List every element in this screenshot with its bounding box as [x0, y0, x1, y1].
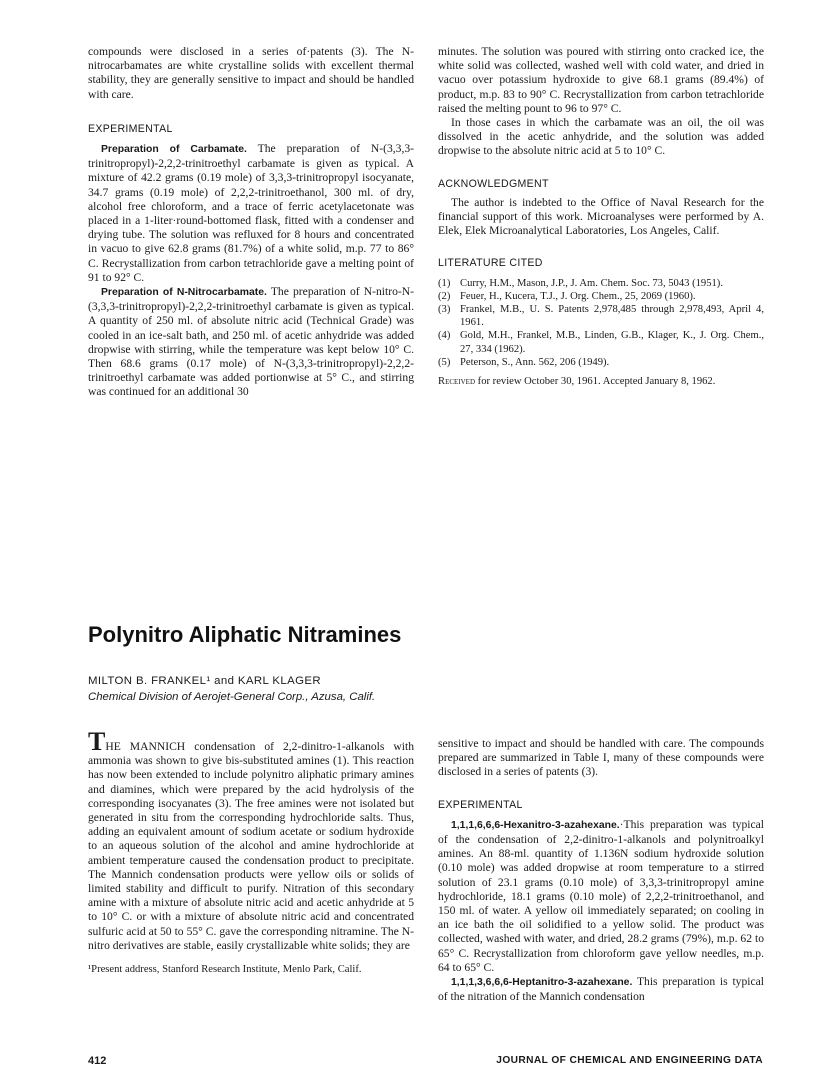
- author-footnote: ¹Present address, Stanford Research Institute, Menlo Park, Calif.: [88, 964, 362, 976]
- carbamate-paragraph: [88, 142, 414, 285]
- hexanitro-body: ·This preparation was typical of the condensation of 2,2-dinitro-1-alkanols and polynitroalkyl amines. An 88-ml. quantity of 1.136N sodium hydroxide solution (0.10 mole) was added dropwise at room temperature to a stirred solution of 23.1 grams (0.10 mole) of 3,3,3-trinitropropyl amine hydrochloride, 18.1 grams (0.10 mole) of 2,2,2-trinitroethanol, and 150 ml. of water. A yellow oil immediately separated; on cooling in an ice bath the oil solidified to a yellow solid. The product was collected, washed with water, and dried, 28.2 grams (79%), m.p. 62 to 65° C. Recrystallization from chloroform gave yellow needles, m.p. 64 to 65° C.: [438, 817, 764, 974]
- heptanitro-body: This preparation is typical of the nitration of the Mannich condensation: [438, 975, 764, 1004]
- oil-paragraph: In those cases in which the carbamate was an oil, the oil was dissolved in the acetic anhydride, and the solution was added dropwise to the absolute nitric acid at 5 to 10° C.: [438, 116, 764, 158]
- continued-paragraph-2: sensitive to impact and should be handled with care. The compounds prepared are summarized in Table I, many of these compounds were disclosed in a series of patents (3).: [438, 737, 764, 779]
- continued-paragraph: minutes. The solution was poured with stirring onto cracked ice, the white solid was collected, washed well with cold water, and dried in vacuo over potassium hydroxide to give 68.1 grams (89.4%) of product, m.p. 83 to 90° C. Recrystallization from carbon tetrachloride raised the melting pount to 96 to 97° C.: [438, 45, 764, 115]
- reference-item: (5) Peterson, S., Ann. 562, 206 (1949).: [438, 356, 610, 368]
- experimental-heading: EXPERIMENTAL: [88, 122, 173, 135]
- author-affiliation: Chemical Division of Aerojet-General Corp., Azusa, Calif.: [88, 691, 376, 703]
- reference-item: (2) Feuer, H., Kucera, T.J., J. Org. Chem., 25, 2069 (1960).: [438, 290, 696, 302]
- intro-body: condensation of 2,2-dinitro-1-alkanols with ammonia was shown to give bis-substituted amines (1). This reaction has now been extended to include polynitro aliphatic primary amines and diamines, which were prepared by the acid hydrolysis of the corresponding isocyanates (3). The free amines were not isolated but generated in situ from the corresponding hydrochloride salts. Thus, adding an equivalent amount of sodium acetate or sodium hydroxide to an aqueous solution of the alcohol and amine hydrochloride at ambient temperature caused the condensation product to precipitate. The Mannich condensation products were yellow oils or solids of limited stability and difficult to purify. Nitration of this secondary amine with a mixture of absolute nitric acid and acetic anhydride at 5 to 10° C. or with a mixture of absolute nitric acid and concentrated sulfuric acid at 50 to 55° C. gave the corresponding nitramine. The N-nitro derivatives are stable, easily crystallizable white solids; they are: [88, 740, 415, 952]
- lead-caps: HE MANNICH: [105, 740, 186, 753]
- top-right-column: [438, 45, 764, 388]
- bottom-right-column: [438, 737, 764, 1004]
- intro-paragraph-new-article: [88, 727, 415, 953]
- nitrocarbamate-body: The preparation of N-nitro-N-(3,3,3-trinitropropyl)-2,2,2-trinitroethyl carbamate is given as typical. A quantity of 250 ml. of absolute nitric acid (Technical Grade) was cooled in an ice-salt bath, and 250 ml. of acetic anhydride was added dropwise with stirring, while the temperature was kept below 10° C. Then 68.6 grams (0.17 mole) of N-(3,3,3-trinitropropyl)-2,2,2-trinitroethyl carbamate was added portionwise at 5° C., and stirring was continued for an additional 30: [88, 285, 414, 399]
- carbamate-body: The preparation of N-(3,3,3-trinitropropyl)-2,2,2-trinitroethyl carbamate is given as typical. A mixture of 42.2 grams (0.19 mole) of 3,3,3-trinitropropyl isocyanate, 34.7 grams (0.19 mole) of 2,2,2-trinitroethanol, 300 ml. of dry, alcohol free chloroform, and a trace of ferric acetylacetonate was placed in a 1-liter·round-bottomed flask, fitted with a condenser and drying tube. The solution was refluxed for 8 hours and concentrated in vacuo to give 62.8 grams (81.7%) of a white solid, m.p. 77 to 86° C. Recrystallization from carbon tetrachloride gave a melting point of 91 to 92° C.: [88, 142, 414, 284]
- reference-item: (1) Curry, H.M., Mason, J.P., J. Am. Chem. Soc. 73, 5043 (1951).: [438, 277, 723, 289]
- article-authors: MILTON B. FRANKEL¹ and KARL KLAGER: [88, 675, 322, 687]
- article-title: Polynitro Aliphatic Nitramines: [88, 622, 402, 647]
- journal-name: JOURNAL OF CHEMICAL AND ENGINEERING DATA: [496, 1055, 763, 1066]
- acknowledgment-heading: ACKNOWLEDGMENT: [438, 177, 549, 190]
- acknowledgment-body: The author is indebted to the Office of Naval Research for the financial support of this work. Microanalyses were performed by A. Elek, Elek Microanalytical Laboratories, Los Angeles, Calif.: [438, 195, 764, 238]
- reference-item: (3) Frankel, M.B., U. S. Patents 2,978,485 through 2,978,493, April 4, 1961.: [438, 304, 764, 329]
- received-line: Received for review October 30, 1961. Accepted January 8, 1962.: [438, 376, 716, 388]
- nitrocarbamate-runin-heading: Preparation of N-Nitrocarbamate.: [101, 287, 267, 299]
- bottom-left-column: [88, 727, 415, 976]
- reference-item: (4) Gold, M.H., Frankel, M.B., Linden, G.B., Klager, K., J. Org. Chem., 27, 334 (1962).: [438, 330, 764, 355]
- carbamate-runin-heading: Preparation of Carbamate.: [101, 144, 247, 156]
- reference-list: [438, 277, 764, 369]
- hexanitro-paragraph: [438, 818, 764, 975]
- drop-cap: T: [88, 727, 106, 756]
- heptanitro-paragraph: [438, 975, 764, 1004]
- literature-cited-heading: LITERATURE CITED: [438, 257, 543, 270]
- top-left-column: [88, 45, 414, 400]
- hexanitro-runin-heading: 1,1,1,6,6,6-Hexanitro-3-azahexane.: [451, 819, 620, 831]
- nitrocarbamate-paragraph: [88, 285, 414, 400]
- page-number: 412: [88, 1055, 107, 1067]
- experimental-heading-2: EXPERIMENTAL: [438, 798, 523, 811]
- heptanitro-runin-heading: 1,1,1,3,6,6,6-Heptanitro-3-azahexane.: [451, 977, 633, 989]
- intro-paragraph: compounds were disclosed in a series of·patents (3). The N-nitrocarbamates are white crystalline solids with excellent thermal stability, they are generally sensitive to impact and should be handled with care.: [88, 45, 414, 101]
